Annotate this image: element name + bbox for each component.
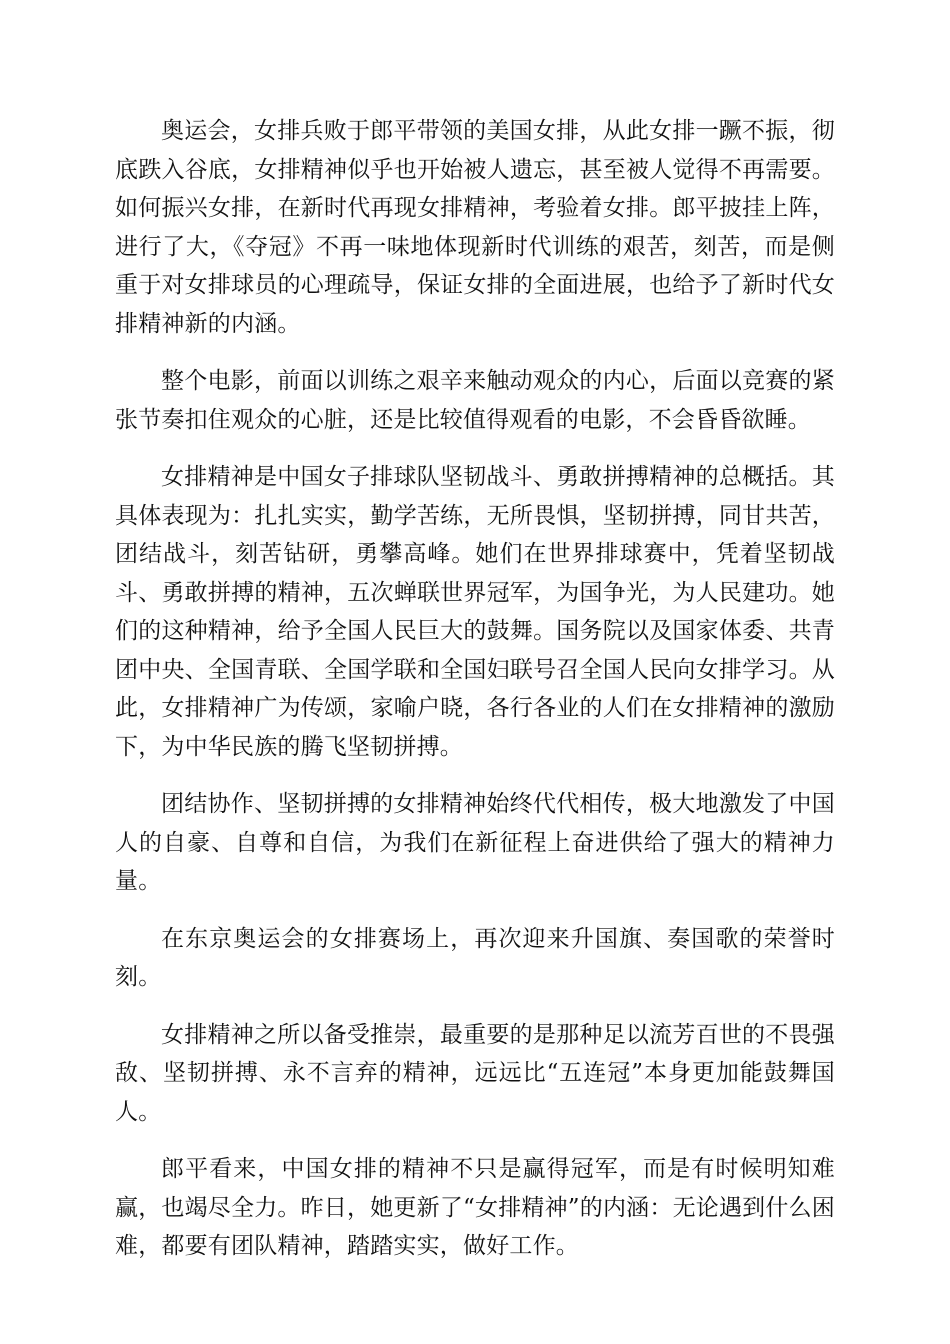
paragraph-7: 郎平看来，中国女排的精神不只是赢得冠军，而是有时候明知难赢，也竭尽全力。昨日，她更新了“女排精神”的内涵：无论遇到什么困难，都要有团队精神，踏踏实实，做好工作。 — [115, 1156, 835, 1259]
paragraph-4: 团结协作、坚韧拼搏的女排精神始终代代相传，极大地激发了中国人的自豪、自尊和自信，为我们在新征程上奋进供给了强大的精神力量。 — [115, 791, 835, 894]
document-body — [115, 112, 835, 1266]
paragraph-1: 奥运会，女排兵败于郎平带领的美国女排，从此女排一蹶不振，彻底跌入谷底，女排精神似乎也开始被人遗忘，甚至被人觉得不再需要。如何振兴女排，在新时代再现女排精神，考验着女排。郎平披挂上阵，进行了大，《夺冠》不再一味地体现新时代训练的艰苦，刻苦，而是侧重于对女排球员的心理疏导，保证女排的全面进展，也给予了新时代女排精神新的内涵。 — [115, 118, 835, 337]
paragraph-3: 女排精神是中国女子排球队坚韧战斗、勇敢拼搏精神的总概括。其具体表现为：扎扎实实，勤学苦练，无所畏惧，坚韧拼搏，同甘共苦，团结战斗，刻苦钻研，勇攀高峰。她们在世界排球赛中，凭着坚韧战斗、勇敢拼搏的精神，五次蝉联世界冠军，为国争光，为人民建功。她们的这种精神，给予全国人民巨大的鼓舞。国务院以及国家体委、共青团中央、全国青联、全国学联和全国妇联号召全国人民向女排学习。从此，女排精神广为传颂，家喻户晓，各行各业的人们在女排精神的激励下，为中华民族的腾飞坚韧拼搏。 — [115, 464, 835, 760]
paragraph-6: 女排精神之所以备受推崇，最重要的是那种足以流芳百世的不畏强敌、坚韧拼搏、永不言弃的精神，远远比“五连冠”本身更加能鼓舞国人。 — [115, 1021, 835, 1125]
paragraph-2: 整个电影，前面以训练之艰辛来触动观众的内心，后面以竞赛的紧张节奏扣住观众的心脏，还是比较值得观看的电影，不会昏昏欲睡。 — [115, 368, 835, 433]
paragraph-5: 在东京奥运会的女排赛场上，再次迎来升国旗、奏国歌的荣誉时刻。 — [115, 925, 835, 990]
